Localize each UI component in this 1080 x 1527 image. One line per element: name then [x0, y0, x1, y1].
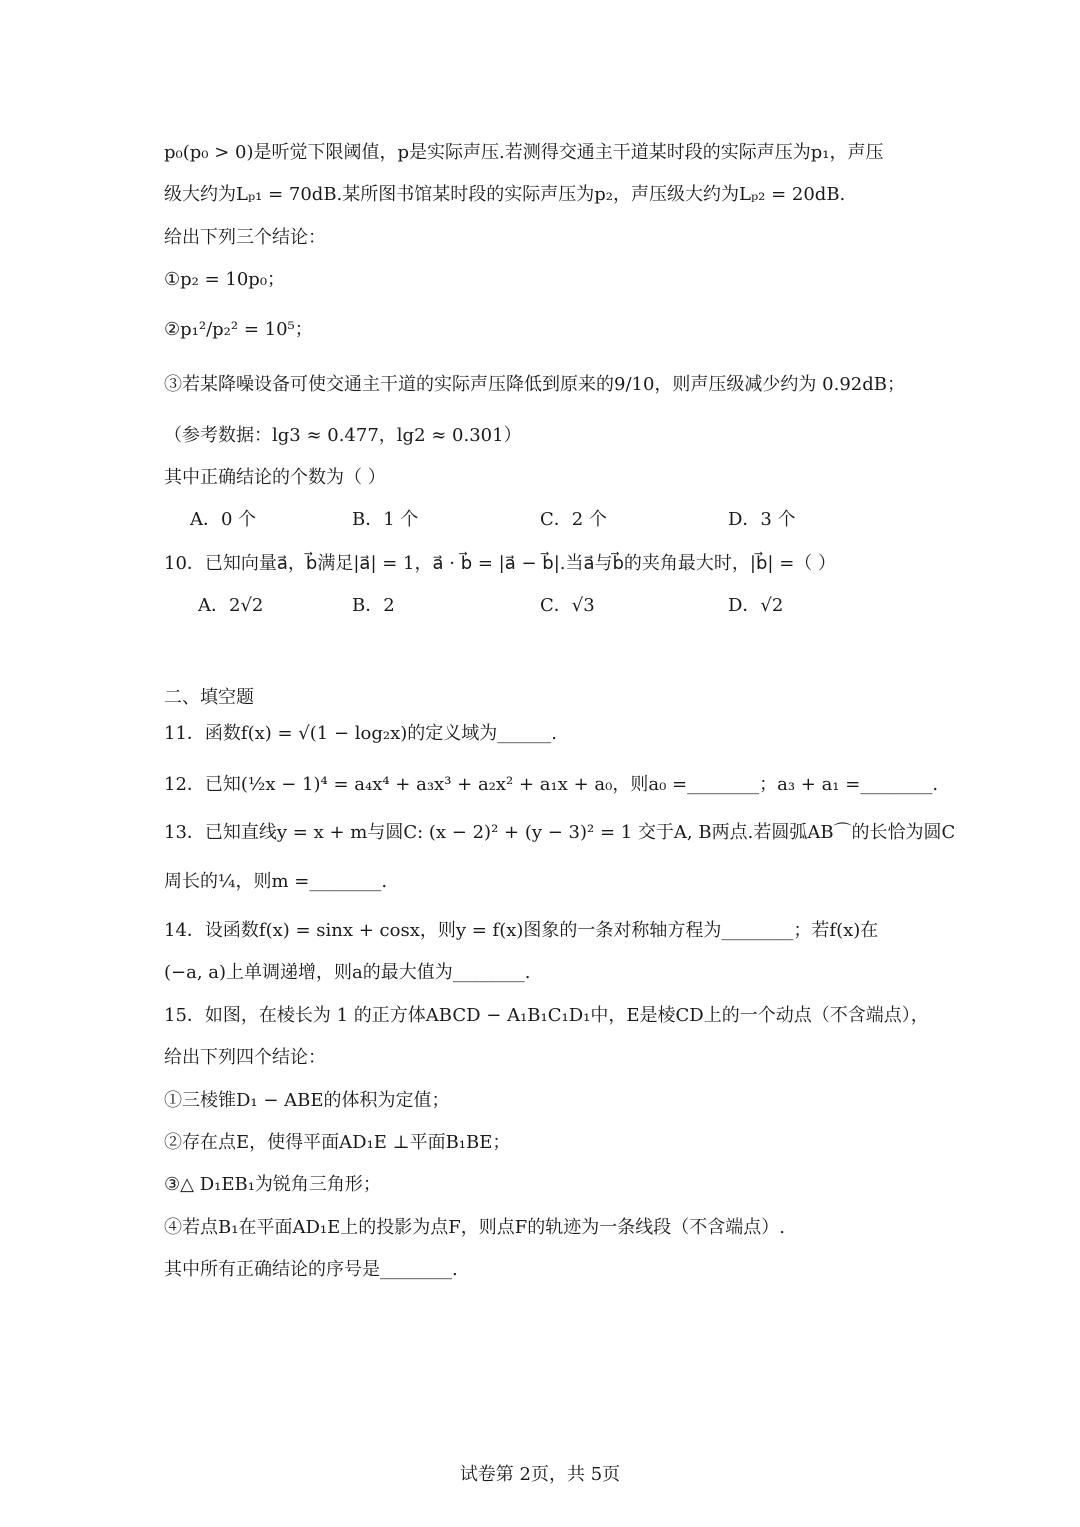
q9-option-d[interactable]: D．3 个 — [728, 509, 796, 530]
q15-conclusion-2: ②存在点E，使得平面AD₁E ⊥平面B₁BE； — [164, 1132, 511, 1153]
question-12: 12．已知(½x − 1)⁴ = a₄x⁴ + a₃x³ + a₂x² + a₁x + a₀，则a₀ =________；a₃ + a₁ =________. — [164, 774, 939, 795]
q9-reference-data: （参考数据：lg3 ≈ 0.477，lg2 ≈ 0.301） — [164, 425, 522, 446]
q15-line1: 15．如图，在棱长为 1 的正方体ABCD − A₁B₁C₁D₁中，E是棱CD上的一个动点（不含端点）， — [164, 1005, 929, 1026]
q9-line1: p₀(p₀ > 0)是听觉下限阈值，p是实际声压.若测得交通主干道某时段的实际声压为p₁，声压 — [164, 142, 884, 163]
q9-option-c[interactable]: C．2 个 — [540, 509, 607, 530]
q9-conclusion-2: ②p₁²/p₂² = 10⁵； — [164, 319, 313, 340]
q15-conclusion-1: ①三棱锥D₁ − ABE的体积为定值； — [164, 1090, 450, 1111]
q15-intro: 给出下列四个结论： — [164, 1047, 326, 1068]
q13-line1: 13．已知直线y = x + m与圆C: (x − 2)² + (y − 3)² = 1 交于A, B两点.若圆弧AB⌒的长恰为圆C — [164, 822, 956, 843]
question-11: 11．函数f(x) = √(1 − log₂x)的定义域为______. — [164, 723, 557, 744]
q9-conclusion-1: ①p₂ = 10p₀； — [164, 269, 286, 290]
q14-line1: 14．设函数f(x) = sinx + cosx，则y = f(x)图象的一条对称轴方程为________；若f(x)在 — [164, 920, 879, 941]
q13-line2: 周长的¼，则m =________. — [164, 871, 388, 892]
q9-conclusion-3: ③若某降噪设备可使交通主干道的实际声压降低到原来的9/10，则声压级减少约为 0.92dB； — [164, 374, 905, 395]
q10-option-c[interactable]: C．√3 — [540, 595, 595, 616]
q15-question: 其中所有正确结论的序号是________. — [164, 1259, 458, 1280]
q10-stem: 10．已知向量a⃗，b⃗满足|a⃗| = 1，a⃗ · b⃗ = |a⃗ − b⃗|.当a⃗与b⃗的夹角最大时，|b⃗| =（ ） — [164, 553, 837, 574]
q15-conclusion-3: ③△ D₁EB₁为锐角三角形； — [164, 1174, 381, 1195]
q10-option-a[interactable]: A．2√2 — [198, 595, 264, 616]
q14-line2: (−a, a)上单调递增，则a的最大值为________. — [164, 962, 531, 983]
q10-option-b[interactable]: B．2 — [352, 595, 395, 616]
q9-option-b[interactable]: B．1 个 — [352, 509, 419, 530]
q9-intro: 给出下列三个结论： — [164, 227, 326, 248]
q9-line2: 级大约为Lₚ₁ = 70dB.某所图书馆某时段的实际声压为p₂，声压级大约为Lₚ₂ = 20dB. — [164, 184, 846, 205]
q15-conclusion-4: ④若点B₁在平面AD₁E上的投影为点F，则点F的轨迹为一条线段（不含端点）. — [164, 1217, 785, 1238]
section-heading-fill-in: 二、填空题 — [164, 687, 254, 708]
q10-option-d[interactable]: D．√2 — [728, 595, 784, 616]
page-footer: 试卷第 2页，共 5页 — [459, 1464, 621, 1485]
q9-option-a[interactable]: A．0 个 — [190, 509, 257, 530]
q9-question: 其中正确结论的个数为（ ） — [164, 467, 386, 488]
